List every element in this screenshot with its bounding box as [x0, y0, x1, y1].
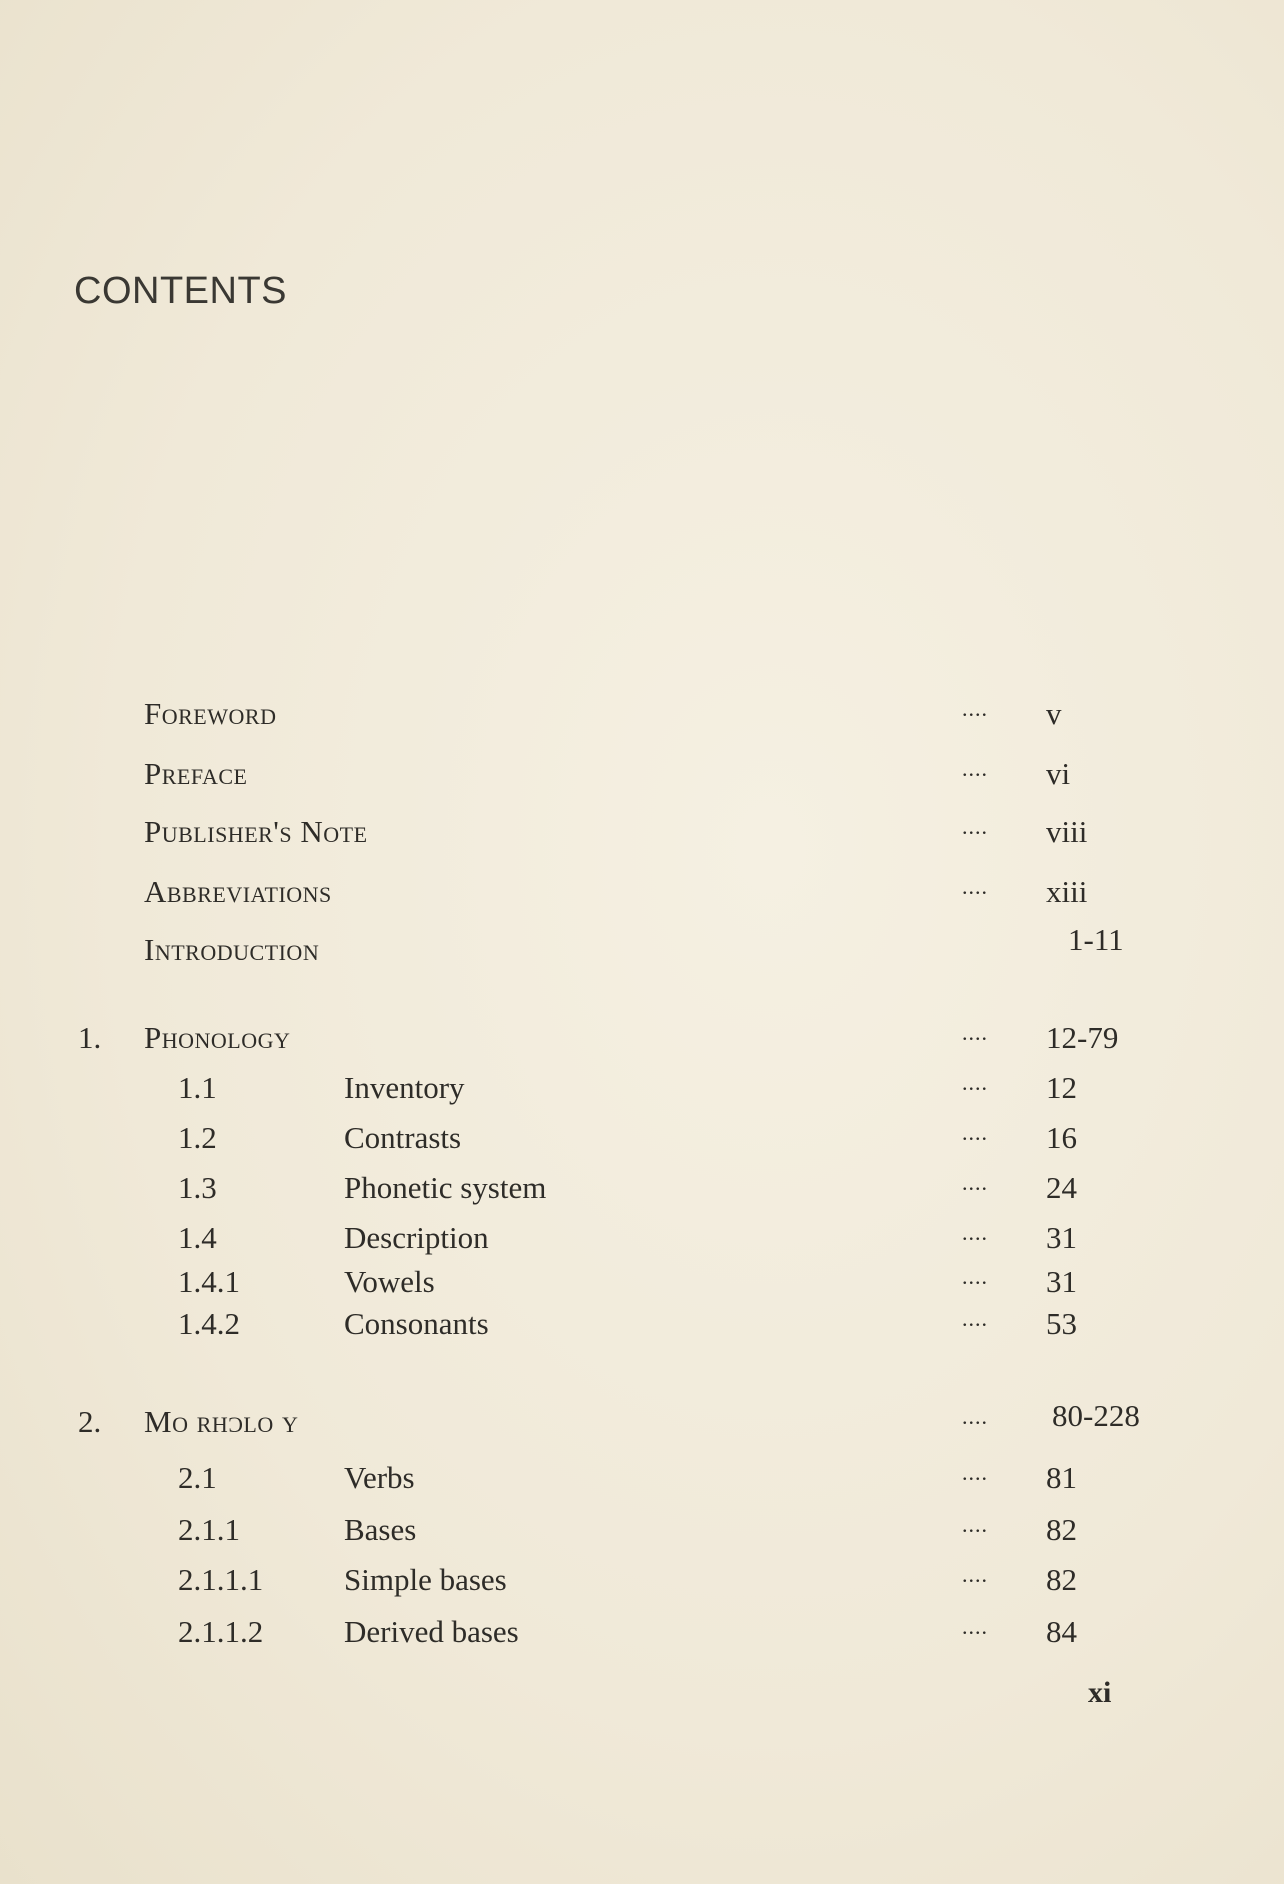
toc-entry-publishers-note — [0, 814, 1284, 854]
leader-dots: .... — [962, 1220, 988, 1245]
section-page: 84 — [1046, 1614, 1077, 1649]
toc-entry-foreword — [0, 696, 1284, 736]
toc-section — [0, 1512, 1284, 1552]
page-title: CONTENTS — [74, 270, 287, 312]
leader-dots: .... — [962, 1170, 988, 1195]
toc-section — [0, 1614, 1284, 1654]
toc-entry-preface — [0, 756, 1284, 796]
leader-dots: .... — [962, 1020, 988, 1045]
leader-dots: .... — [962, 1306, 988, 1331]
leader-dots: .... — [962, 1512, 988, 1537]
toc-section — [0, 1562, 1284, 1602]
entry-page: 1-11 — [1068, 922, 1124, 957]
entry-page: v — [1046, 696, 1062, 731]
section-page: 82 — [1046, 1562, 1077, 1597]
leader-dots: .... — [962, 1562, 988, 1587]
section-number: 1.4 — [178, 1220, 217, 1255]
section-page: 31 — [1046, 1220, 1077, 1255]
leader-dots: .... — [962, 696, 988, 721]
section-number: 2.1.1.2 — [178, 1614, 264, 1649]
chapter-title: Mo rhɔlo y — [144, 1404, 299, 1439]
section-page: 12 — [1046, 1070, 1077, 1105]
section-title: Phonetic system — [344, 1170, 547, 1205]
toc-chapter-phonology — [0, 1020, 1284, 1060]
toc-section — [0, 1220, 1284, 1260]
leader-dots: .... — [962, 814, 988, 839]
section-number: 1.2 — [178, 1120, 217, 1155]
entry-title: Foreword — [144, 696, 277, 731]
entry-title: Abbreviations — [144, 874, 332, 909]
section-title: Contrasts — [344, 1120, 462, 1155]
chapter-page: 80-228 — [1052, 1398, 1140, 1433]
section-title: Verbs — [344, 1460, 415, 1495]
section-title: Inventory — [344, 1070, 465, 1105]
entry-title: Publisher's Note — [144, 814, 368, 849]
section-number: 2.1.1 — [178, 1512, 240, 1547]
leader-dots: .... — [962, 1264, 988, 1289]
section-title: Description — [344, 1220, 489, 1255]
entry-title: Preface — [144, 756, 248, 791]
leader-dots: .... — [962, 1460, 988, 1485]
toc-section — [0, 1306, 1284, 1346]
section-title: Derived bases — [344, 1614, 519, 1649]
toc-entry-abbreviations — [0, 874, 1284, 914]
section-number: 1.4.2 — [178, 1306, 240, 1341]
leader-dots: .... — [962, 1614, 988, 1639]
section-number: 2.1 — [178, 1460, 217, 1495]
leader-dots: .... — [962, 874, 988, 899]
toc-section — [0, 1120, 1284, 1160]
section-page: 81 — [1046, 1460, 1077, 1495]
chapter-page: 12-79 — [1046, 1020, 1119, 1055]
section-number: 2.1.1.1 — [178, 1562, 264, 1597]
page-number: xi — [1088, 1676, 1112, 1709]
toc-section — [0, 1170, 1284, 1210]
toc-section — [0, 1264, 1284, 1304]
entry-page: vi — [1046, 756, 1071, 791]
leader-dots: .... — [962, 756, 988, 781]
leader-dots: .... — [962, 1070, 988, 1095]
leader-dots: .... — [962, 1120, 988, 1145]
toc-entry-introduction — [0, 922, 1284, 972]
chapter-number: 2. — [78, 1404, 102, 1439]
entry-page: xiii — [1046, 874, 1088, 909]
section-title: Consonants — [344, 1306, 489, 1341]
toc-section — [0, 1460, 1284, 1500]
entry-page: viii — [1046, 814, 1088, 849]
toc-chapter-morphology — [0, 1398, 1284, 1444]
section-title: Simple bases — [344, 1562, 507, 1597]
section-title: Vowels — [344, 1264, 435, 1299]
entry-title: Introduction — [144, 932, 320, 967]
chapter-title: Phonology — [144, 1020, 291, 1055]
section-page: 82 — [1046, 1512, 1077, 1547]
leader-dots: .... — [962, 1404, 988, 1429]
section-page: 53 — [1046, 1306, 1077, 1341]
section-page: 16 — [1046, 1120, 1077, 1155]
chapter-number: 1. — [78, 1020, 102, 1055]
section-page: 31 — [1046, 1264, 1077, 1299]
section-number: 1.1 — [178, 1070, 217, 1105]
toc-section — [0, 1070, 1284, 1110]
section-page: 24 — [1046, 1170, 1077, 1205]
section-number: 1.3 — [178, 1170, 217, 1205]
section-number: 1.4.1 — [178, 1264, 240, 1299]
section-title: Bases — [344, 1512, 417, 1547]
